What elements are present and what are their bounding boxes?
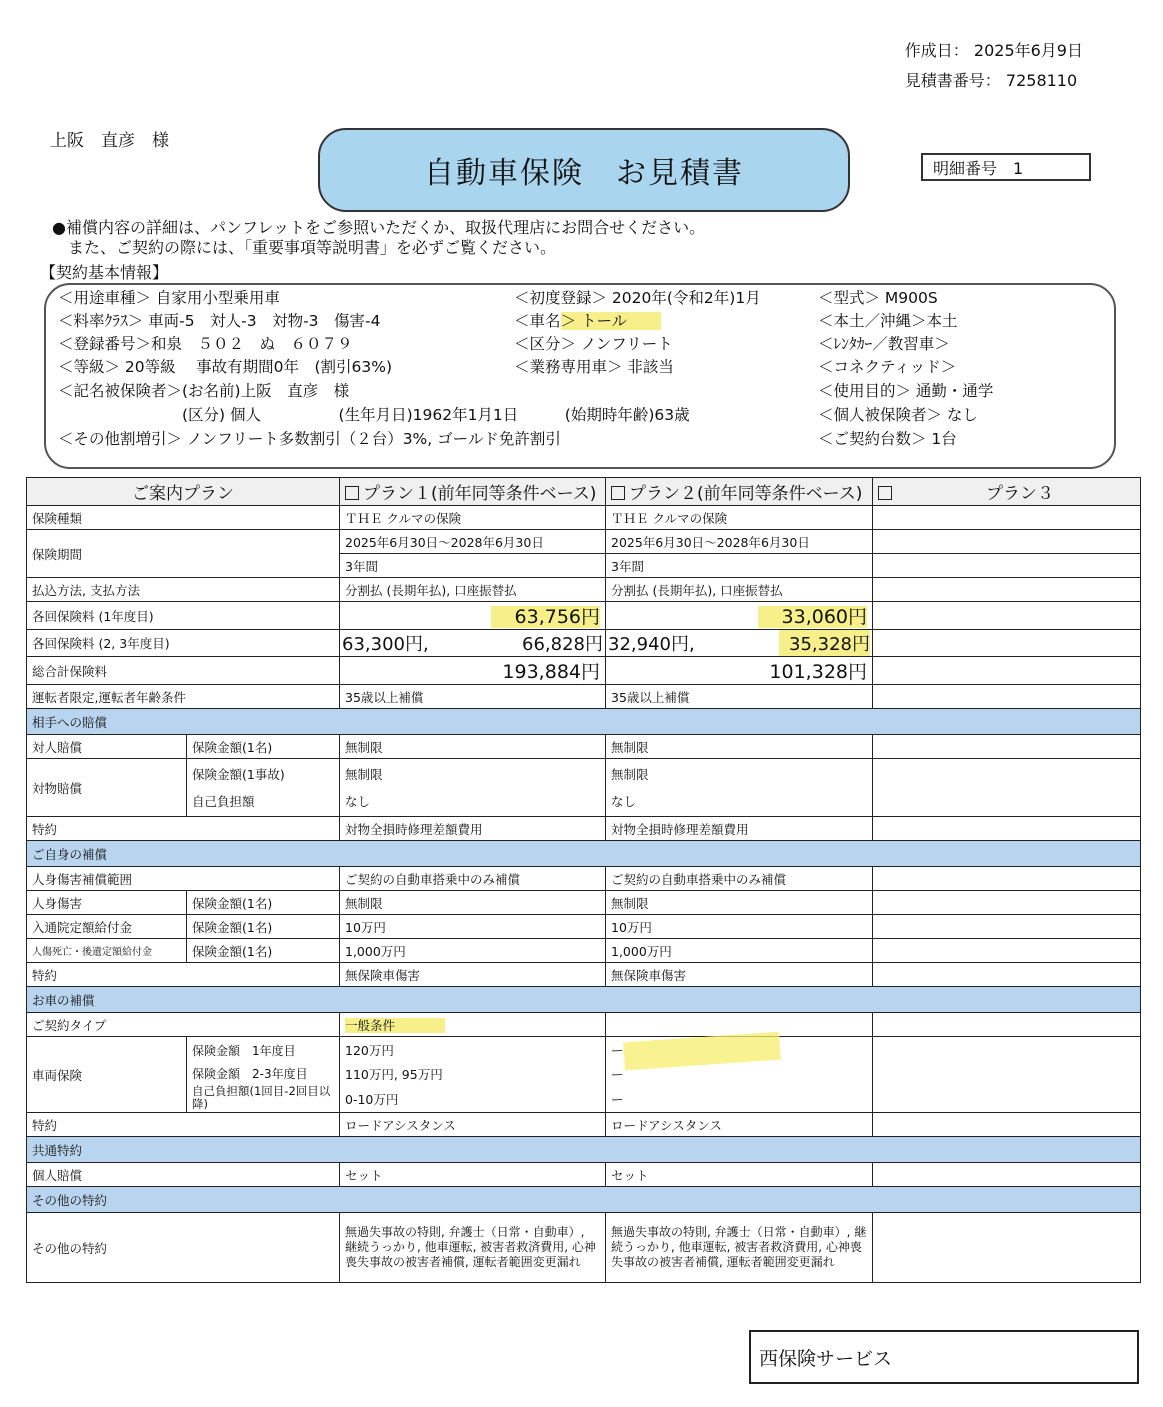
row-label: 運転者限定,運転者年齢条件 [27, 685, 340, 709]
notice-line: また、ご契約の際には、「重要事項等説明書」を必ずご覧ください。 [52, 238, 557, 257]
plan2-premium-year1: 33,060円 [758, 606, 867, 628]
table-row [27, 1163, 1141, 1187]
plan2-cell: 無制限 [606, 735, 873, 759]
table-row [27, 915, 1141, 939]
row-label: 車両保険 [27, 1037, 187, 1113]
plan1-cell: 対物全損時修理差額費用 [340, 817, 606, 841]
row-sublabel: 保険金額(1名) [187, 891, 340, 915]
info-mainland: ＜本土／沖縄＞本土 [818, 312, 958, 330]
info-usage: ＜用途車種＞ 自家用小型乗用車 [58, 289, 280, 307]
table-row [27, 530, 1141, 554]
plan3-cell [873, 891, 1141, 915]
info-purpose: ＜使用目的＞ 通勤・通学 [818, 382, 994, 400]
car-name-label: ＜車名 [514, 312, 561, 330]
plan2-pd-amount: 無制限 [611, 766, 649, 782]
plan-table [26, 477, 1141, 1283]
row-label: 人身傷害補償範囲 [27, 867, 340, 891]
info-business: ＜業務専用車＞ 非該当 [514, 358, 674, 376]
plan3-cell [873, 1113, 1141, 1137]
table-row [27, 602, 1141, 630]
plan3-cell [873, 1013, 1141, 1037]
table-row [27, 578, 1141, 602]
plan3-cell [873, 963, 1141, 987]
plan3-cell [873, 867, 1141, 891]
row-label: 払込方法, 支払方法 [27, 578, 340, 602]
info-category: ＜区分＞ ノンフリート [514, 335, 673, 353]
created-value: 2025年6月9日 [973, 41, 1083, 60]
plan2-veh-year1: ー [611, 1042, 624, 1058]
plan-header-row [27, 478, 1141, 506]
row-sublabel: 保険金額(1名) [187, 915, 340, 939]
row-label: 人傷死亡・後遺定額給付金 [27, 939, 187, 963]
plan2-cell: 分割払 (長期年払), 口座振替払 [606, 578, 873, 602]
row-sublabel [187, 759, 340, 817]
info-connected: ＜コネクティッド＞ [818, 358, 957, 376]
plan2-header [606, 478, 873, 506]
row-label: 個人賠償 [27, 1163, 340, 1187]
section-label-contract: 【契約基本情報】 [40, 263, 169, 282]
row-label: その他の特約 [27, 1213, 340, 1283]
table-row [27, 657, 1141, 685]
plan1-title: プラン１(前年同等条件ベース) [363, 484, 597, 504]
row-label: 対物賠償 [27, 759, 187, 817]
plan1-cell: 35歳以上補償 [340, 685, 606, 709]
plan3-cell [873, 685, 1141, 709]
section-heading: その他の特約 [27, 1187, 1141, 1213]
plan1-cell [340, 602, 606, 630]
row-sublabel: 保険金額(1名) [187, 939, 340, 963]
created-date [905, 36, 1083, 66]
plan3-cell [873, 630, 1141, 657]
quote-number-label: 見積書番号： [904, 71, 1001, 90]
plan2-cell: 10万円 [606, 915, 873, 939]
table-row [27, 1113, 1141, 1137]
info-grade: ＜等級＞ 20等級 事故有期間0年 (割引63%) [58, 358, 392, 376]
plan1-cell: セット [340, 1163, 606, 1187]
plan1-cell: 3年間 [340, 554, 606, 578]
detail-number: 明細番号 1 [921, 153, 1091, 181]
table-row [27, 506, 1141, 530]
plan2-cell [606, 630, 873, 657]
plan2-cell: 1,000万円 [606, 939, 873, 963]
plan1-cell: 無保険車傷害 [340, 963, 606, 987]
plan2-cell: 無過失事故の特則, 弁護士（日常・自動車）, 継続うっかり, 他車運転, 被害者救済費用, 心神喪失事故の被害者補償, 運転者範囲変更漏れ [606, 1213, 873, 1283]
plan1-cell [340, 1013, 606, 1037]
plan1-veh-deductible: 0-10万円 [345, 1091, 399, 1107]
plan2-cell: ロードアシスタンス [606, 1113, 873, 1137]
plan3-cell [873, 657, 1141, 685]
row-label: 人身傷害 [27, 891, 187, 915]
table-row [27, 1213, 1141, 1283]
plan3-cell [873, 915, 1141, 939]
section-heading: 共通特約 [27, 1137, 1141, 1163]
pd-sub2: 自己負担額 [192, 793, 255, 809]
section-heading: 相手への賠償 [27, 709, 1141, 735]
section-row-liability [27, 709, 1141, 735]
plan1-contract-type: 一般条件 [345, 1018, 445, 1033]
plan2-pd-deductible: なし [611, 793, 637, 809]
plan3-cell [873, 1037, 1141, 1113]
plan2-cell: 2025年6月30日～2028年6月30日 [606, 530, 873, 554]
plan1-cell: 無過失事故の特則, 弁護士（日常・自動車）, 継続うっかり, 他車運転, 被害者救済費用, 心神喪失事故の被害者補償, 運転者範囲変更漏れ [340, 1213, 606, 1283]
customer-name: 上阪 直彦 様 [50, 131, 169, 151]
plan1-veh-year23: 110万円, 95万円 [345, 1066, 443, 1082]
table-row [27, 963, 1141, 987]
plan2-cell [606, 1013, 873, 1037]
plan3-checkbox[interactable] [878, 486, 892, 500]
plan1-cell: 2025年6月30日～2028年6月30日 [340, 530, 606, 554]
table-row [27, 939, 1141, 963]
row-label: 保険種類 [27, 506, 340, 530]
plan2-cell: ＴＨＥ クルマの保険 [606, 506, 873, 530]
plan1-premium-year1: 63,756円 [491, 606, 600, 628]
plan1-cell [340, 1037, 606, 1113]
row-label: 各回保険料 (2, 3年度目) [27, 630, 340, 657]
plan2-cell: セット [606, 1163, 873, 1187]
row-label: 入通院定額給付金 [27, 915, 187, 939]
info-reg-no: ＜登録番号＞和泉 ５０２ ぬ ６０７９ [58, 335, 353, 353]
plan1-cell: 1,000万円 [340, 939, 606, 963]
info-rate-class: ＜料率ｸﾗｽ＞ 車両-5 対人-3 対物-3 傷害-4 [58, 312, 381, 330]
row-label: ご契約タイプ [27, 1013, 340, 1037]
info-first-reg: ＜初度登録＞ 2020年(令和2年)1月 [514, 289, 761, 307]
plan1-total: 193,884円 [340, 657, 606, 685]
row-label: 特約 [27, 817, 340, 841]
plan1-cell: 無制限 [340, 735, 606, 759]
plan1-cell: ロードアシスタンス [340, 1113, 606, 1137]
plan1-header [340, 478, 606, 506]
plan2-veh-year23: ー [611, 1066, 624, 1082]
table-row [27, 630, 1141, 657]
plan1-premium-year3: 66,828円 [522, 634, 603, 655]
info-personal-insured: ＜個人被保険者＞ なし [818, 406, 978, 424]
plan2-cell: 35歳以上補償 [606, 685, 873, 709]
table-row [27, 1013, 1141, 1037]
plan3-cell [873, 602, 1141, 630]
plan2-veh-deductible: ー [611, 1091, 624, 1107]
table-row [27, 867, 1141, 891]
plan2-cell: 無制限 [606, 891, 873, 915]
plan1-veh-year1: 120万円 [345, 1042, 394, 1058]
section-heading: ご自身の補償 [27, 841, 1141, 867]
table-row [27, 735, 1141, 759]
veh-sub3: 自己負担額(1回目-2回目以降) [192, 1083, 331, 1111]
plan1-cell: 分割払 (長期年払), 口座振替払 [340, 578, 606, 602]
info-insured-detail: (区分) 個人 (生年月日)1962年1月1日 (始期時年齢)63歳 [58, 406, 690, 424]
plan3-cell [873, 1163, 1141, 1187]
agent-name: 西保険サービス [749, 1330, 1139, 1384]
plan2-total: 101,328円 [606, 657, 873, 685]
plan2-cell: 3年間 [606, 554, 873, 578]
info-contract-count: ＜ご契約台数＞ 1台 [818, 430, 957, 448]
section-row-common [27, 1137, 1141, 1163]
section-row-others [27, 1187, 1141, 1213]
plan3-cell [873, 530, 1141, 554]
notice [52, 218, 705, 258]
plan3-cell [873, 554, 1141, 578]
plan1-pd-deductible: なし [345, 793, 371, 809]
plan2-cell: 無保険車傷害 [606, 963, 873, 987]
plan1-cell [340, 630, 606, 657]
row-sublabel: 保険金額(1名) [187, 735, 340, 759]
plan3-cell [873, 1213, 1141, 1283]
created-label: 作成日： [904, 41, 969, 60]
document-title: 自動車保険 お見積書 [318, 128, 850, 212]
info-rental: ＜ﾚﾝﾀｶｰ／教習車＞ [818, 335, 950, 353]
row-label: 対人賠償 [27, 735, 187, 759]
plan1-cell: 10万円 [340, 915, 606, 939]
table-row [27, 685, 1141, 709]
plan3-cell [873, 578, 1141, 602]
pd-sub1: 保険金額(1事故) [192, 766, 285, 782]
plan2-cell: ご契約の自動車搭乗中のみ補償 [606, 867, 873, 891]
plan1-cell: ＴＨＥ クルマの保険 [340, 506, 606, 530]
plan2-cell [606, 759, 873, 817]
plan2-checkbox[interactable] [611, 486, 625, 500]
document-meta [905, 36, 1083, 96]
section-heading: お車の補償 [27, 987, 1141, 1013]
plan1-cell: ご契約の自動車搭乗中のみ補償 [340, 867, 606, 891]
quote-number [905, 66, 1083, 96]
plan2-premium-year3: 35,328円 [779, 630, 870, 656]
plan1-cell [340, 759, 606, 817]
plan2-cell: 対物全損時修理差額費用 [606, 817, 873, 841]
info-other-discount: ＜その他割増引＞ ノンフリート多数割引（２台）3%, ゴールド免許割引 [58, 430, 561, 448]
plan3-cell [873, 759, 1141, 817]
plan3-title: プラン３ [986, 484, 1054, 504]
row-label: 総合計保険料 [27, 657, 340, 685]
plan2-premium-year2: 32,940円, [608, 634, 695, 655]
info-insured: ＜記名被保険者＞(お名前)上阪 直彦 様 [58, 382, 350, 400]
car-name-value: ＞ トール [561, 312, 662, 330]
plan3-cell [873, 506, 1141, 530]
row-label: 各回保険料 (1年度目) [27, 602, 340, 630]
plan-head-label: ご案内プラン [27, 478, 340, 506]
table-row [27, 1037, 1141, 1113]
row-sublabel [187, 1037, 340, 1113]
plan3-cell [873, 939, 1141, 963]
section-row-car [27, 987, 1141, 1013]
row-label: 保険期間 [27, 530, 340, 578]
plan1-pd-amount: 無制限 [345, 766, 383, 782]
notice-line: ●補償内容の詳細は、パンフレットをご参照いただくか、取扱代理店にお問合せください。 [52, 218, 706, 237]
section-row-self [27, 841, 1141, 867]
veh-sub2: 保険金額 2-3年度目 [192, 1066, 308, 1081]
info-car-name [514, 310, 661, 332]
plan3-cell [873, 735, 1141, 759]
plan3-header [873, 478, 1141, 506]
quote-number-value: 7258110 [1005, 71, 1078, 90]
table-row [27, 817, 1141, 841]
row-label: 特約 [27, 1113, 340, 1137]
table-row [27, 891, 1141, 915]
plan2-cell [606, 602, 873, 630]
plan1-cell: 無制限 [340, 891, 606, 915]
table-row [27, 759, 1141, 817]
plan2-title: プラン２(前年同等条件ベース) [629, 484, 863, 504]
row-label: 特約 [27, 963, 340, 987]
info-model: ＜型式＞ M900S [818, 289, 938, 307]
plan1-checkbox[interactable] [345, 486, 359, 500]
plan1-premium-year2: 63,300円, [342, 634, 429, 655]
plan3-cell [873, 817, 1141, 841]
veh-sub1: 保険金額 1年度目 [192, 1043, 296, 1058]
